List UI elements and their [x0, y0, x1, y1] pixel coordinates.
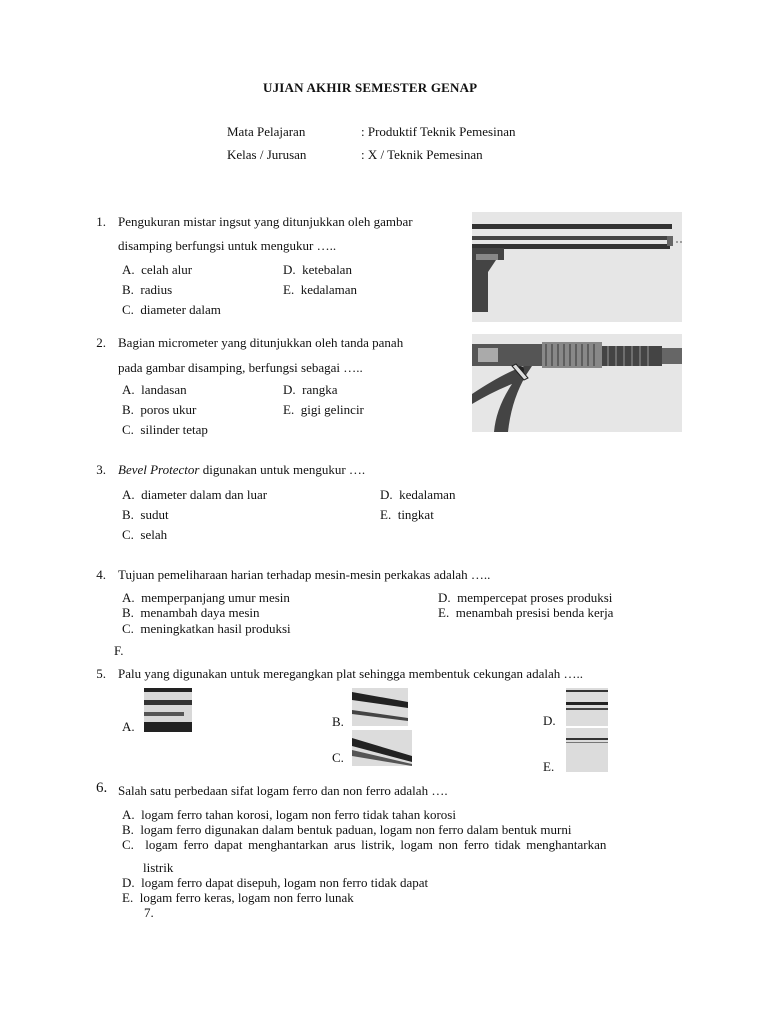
q4-number: 4. [96, 567, 106, 582]
q6-option-e: E. logam ferro keras, logam non ferro lunak [122, 890, 354, 905]
hammer-e-image [566, 728, 608, 772]
q3-option-c: C. selah [122, 527, 168, 542]
q7-number: 7. [144, 905, 154, 920]
q5-number: 5. [96, 666, 106, 681]
q3-text: Bevel Protector digunakan untuk mengukur …. [118, 462, 366, 477]
q3-italic-term: Bevel Protector [118, 462, 200, 477]
q6-option-b: B. logam ferro digunakan dalam bentuk paduan, logam non ferro dalam bentuk murni [122, 822, 572, 837]
q1-text-line1: Pengukuran mistar ingsut yang ditunjukkan oleh gambar [118, 214, 413, 229]
q3-option-a: A. diameter dalam dan luar [122, 487, 268, 502]
q3-number: 3. [96, 462, 106, 477]
hammer-a-image [144, 688, 192, 732]
q2-option-c: C. silinder tetap [122, 422, 208, 437]
hammer-c-image [352, 730, 412, 766]
q5-label-a: A. [122, 719, 135, 734]
micrometer-image [472, 334, 682, 432]
q1-option-b: B. radius [122, 282, 173, 297]
q2-option-b: B. poros ukur [122, 402, 197, 417]
q2-option-e: E. gigi gelincir [283, 402, 364, 417]
q4-stray-label: F. [114, 643, 124, 658]
subject-label: Mata Pelajaran [227, 124, 306, 139]
q3-option-b: B. sudut [122, 507, 169, 522]
q2-option-a: A. landasan [122, 382, 187, 397]
hammer-b-image [352, 688, 408, 726]
q6-option-d: D. logam ferro dapat disepuh, logam non ferro tidak dapat [122, 875, 429, 890]
page-title: UJIAN AKHIR SEMESTER GENAP [263, 80, 478, 95]
q6-number: 6. [96, 780, 108, 796]
q5-label-e: E. [543, 759, 555, 774]
q6-option-c-cont: listrik [143, 860, 174, 875]
q4-option-a: A. memperpanjang umur mesin [122, 590, 290, 605]
class-value: : X / Teknik Pemesinan [361, 147, 483, 162]
q2-option-d: D. rangka [283, 382, 338, 397]
q5-text: Palu yang digunakan untuk meregangkan plat sehingga membentuk cekungan adalah ….. [118, 666, 583, 681]
q2-number: 2. [96, 335, 106, 350]
q1-option-d: D. ketebalan [283, 262, 352, 277]
q6-text: Salah satu perbedaan sifat logam ferro dan non ferro adalah …. [118, 783, 448, 798]
q4-option-e: E. menambah presisi benda kerja [438, 605, 614, 620]
q1-option-c: C. diameter dalam [122, 302, 221, 317]
q5-label-c: C. [332, 750, 344, 765]
subject-value: : Produktif Teknik Pemesinan [361, 124, 516, 139]
q4-option-c: C. meningkatkan hasil produksi [122, 621, 291, 636]
q2-text-line2: pada gambar disamping, berfungsi sebagai ….. [118, 360, 363, 375]
q5-label-d: D. [543, 713, 556, 728]
q6-option-c: C. logam ferro dapat menghantarkan arus listrik, logam non ferro tidak menghantarkan [122, 837, 607, 852]
q5-label-b: B. [332, 714, 344, 729]
q1-option-a: A. celah alur [122, 262, 193, 277]
q2-text-line1: Bagian micrometer yang ditunjukkan oleh tanda panah [118, 335, 404, 350]
q3-option-e: E. tingkat [380, 507, 434, 522]
q6-option-a: A. logam ferro tahan korosi, logam non ferro tidak tahan korosi [122, 807, 456, 822]
q4-option-d: D. mempercepat proses produksi [438, 590, 613, 605]
q1-option-e: E. kedalaman [283, 282, 358, 297]
class-label: Kelas / Jurusan [227, 147, 307, 162]
vernier-caliper-image [472, 212, 682, 322]
q4-text: Tujuan pemeliharaan harian terhadap mesin-mesin perkakas adalah ….. [118, 567, 491, 582]
q4-option-b: B. menambah daya mesin [122, 605, 260, 620]
q3-option-d: D. kedalaman [380, 487, 456, 502]
q1-number: 1. [96, 214, 106, 229]
q1-text-line2: disamping berfungsi untuk mengukur ….. [118, 238, 337, 253]
hammer-d-image [566, 688, 608, 726]
